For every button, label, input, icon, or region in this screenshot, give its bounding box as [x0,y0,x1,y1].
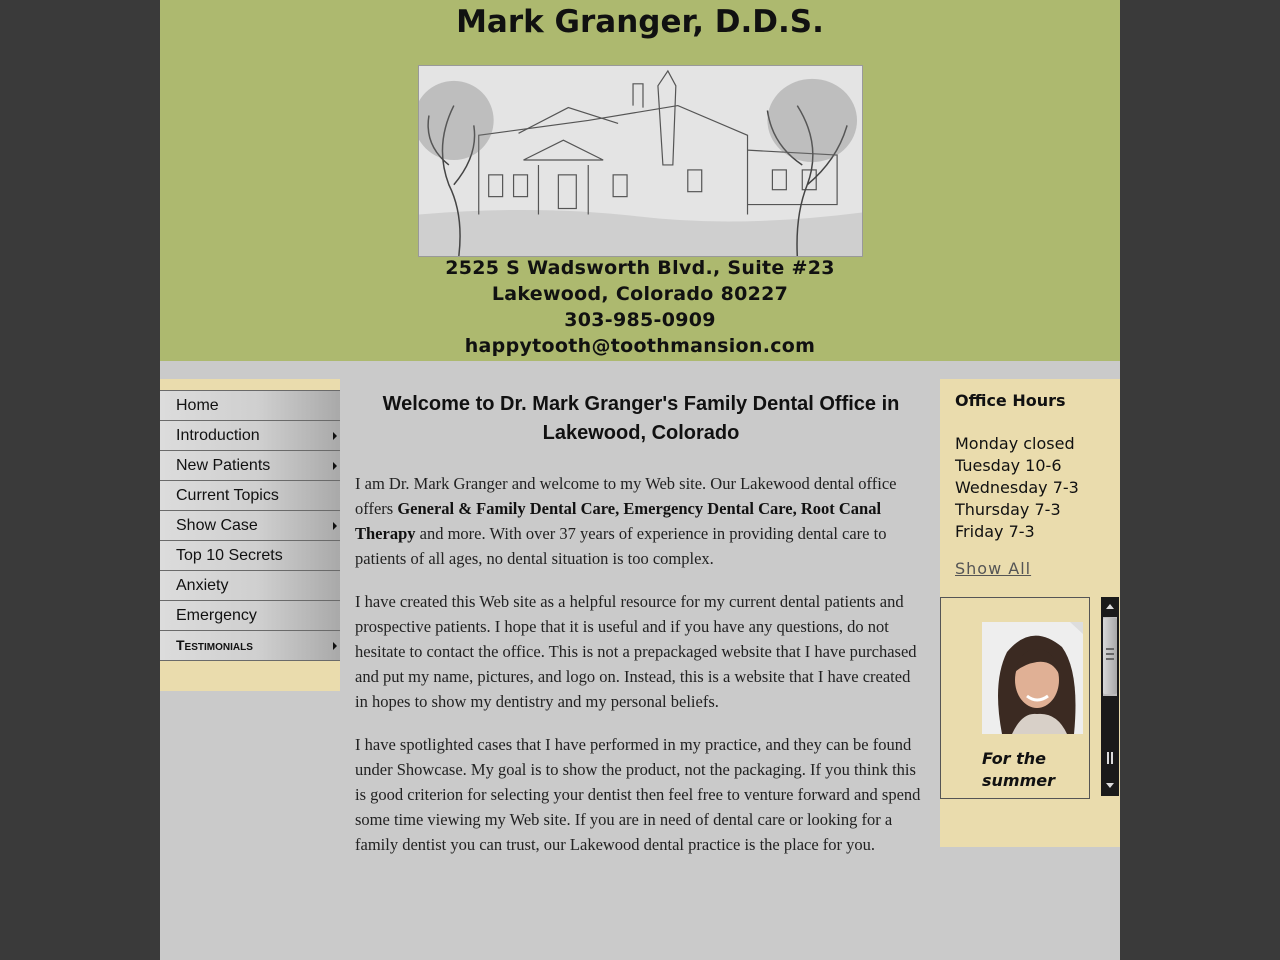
main-content [355,380,927,875]
page-heading: Welcome to Dr. Mark Granger's Family Dental Office in Lakewood, Colorado [382,393,900,444]
scroll-up-icon[interactable] [1103,600,1117,614]
website-paragraph: I have created this Web site as a helpful resource for my current dental patients and prospective patients. I hope that it is useful and if you have any questions, do not hesitate to contact the office. This is not a prepackaged website that I have purchased and put my name, pictures, and logo on. Instead, this is a website that I have created in hopes to show my dentistry and my personal beliefs. [355,592,917,711]
hours-item: Tuesday 10-6 [955,456,1062,475]
hours-item: Friday 7-3 [955,522,1035,541]
services-bold-text: General & Family Dental Care, Emergency Dental Care, Root Canal Therapy [355,499,882,543]
nav-item-testimonials[interactable] [160,631,340,661]
submenu-arrow-icon [333,432,337,440]
nav-item-top-10-secrets[interactable] [160,541,340,571]
intro-text-end: and more. With over 37 years of experience in providing dental care to patients of all ages, no dental situation is too complex. [355,524,887,568]
office-hours-title: Office Hours [955,391,1066,410]
nav-item-anxiety[interactable] [160,571,340,601]
testimonial-photo [982,622,1083,734]
header [160,0,1120,361]
show-all-link[interactable]: Show All [955,559,1032,578]
pause-icon[interactable] [1106,752,1114,764]
testimonial-scroller [940,597,1090,799]
nav-menu [160,379,340,691]
nav-item-label: Home [176,397,219,414]
grip-icon [1106,648,1114,660]
submenu-arrow-icon [333,642,337,650]
site-title: Mark Granger, D.D.S. [456,4,824,40]
page [160,0,1120,960]
hours-item: Wednesday 7-3 [955,478,1079,497]
address-line-1: 2525 S Wadsworth Blvd., Suite #23 [445,257,835,279]
nav-item-show-case[interactable] [160,511,340,541]
showcase-paragraph: I have spotlighted cases that I have performed in my practice, and they can be found under Showcase. My goal is to show the product, not the packaging. If you think this is good criterion for selecting your dentist then feel free to venture forward and spend some time viewing my Web site. If you are in need of dental care or looking for a family dentist you can trust, our Lakewood dental practice is the place for you. [355,735,921,854]
sidebar [940,379,1120,847]
hours-item: Thursday 7-3 [955,500,1061,519]
nav-item-label: Show Case [176,517,258,534]
office-sketch-image [418,65,863,257]
submenu-arrow-icon [333,522,337,530]
address-line-2: Lakewood, Colorado 80227 [491,283,789,305]
testimonial-caption: For the summer [982,749,1055,790]
nav-item-current-topics[interactable] [160,481,340,511]
intro-paragraph [355,471,927,571]
scroller-control-bar [1101,597,1119,796]
nav-item-label: New Patients [176,457,271,474]
intro-text-start: I am Dr. Mark Granger and welcome to my Web site. Our Lakewood dental office offers [355,474,897,518]
nav-item-label: Anxiety [176,577,229,594]
nav-item-emergency[interactable] [160,601,340,631]
nav-item-label: Top 10 Secrets [176,547,283,564]
phone-number: 303-985-0909 [564,309,716,331]
office-hours-list [955,433,1079,543]
nav-item-label: Introduction [176,427,260,444]
nav-item-label: Testimonials [176,637,253,653]
nav-item-home[interactable] [160,390,340,421]
nav-item-introduction[interactable] [160,421,340,451]
submenu-arrow-icon [333,462,337,470]
nav-item-label: Emergency [176,607,257,624]
scroll-thumb[interactable] [1103,618,1117,694]
scroll-down-icon[interactable] [1103,779,1117,793]
nav-item-new-patients[interactable] [160,451,340,481]
nav-item-label: Current Topics [176,487,279,504]
hours-item: Monday closed [955,434,1075,453]
email-address: happytooth@toothmansion.com [464,335,816,357]
